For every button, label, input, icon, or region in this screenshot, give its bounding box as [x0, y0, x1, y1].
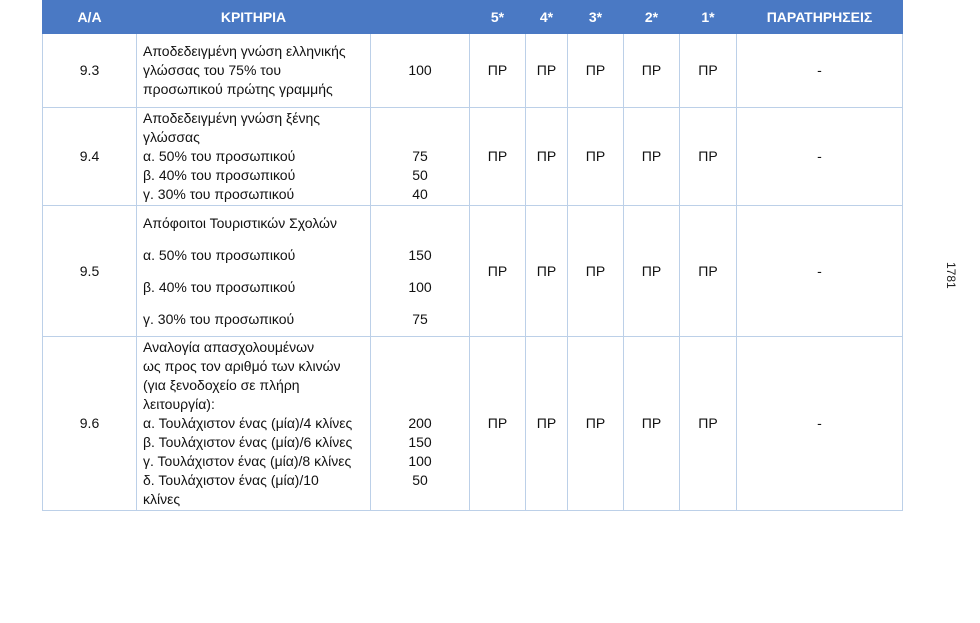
points-cell — [371, 206, 470, 337]
row-number: 9.6 — [43, 337, 137, 511]
header-points — [371, 0, 470, 34]
remarks-cell: - — [737, 337, 903, 511]
points-value: 75 — [412, 310, 428, 327]
page-number: 1781 — [944, 262, 958, 289]
header-criteria: ΚΡΙΤΗΡΙΑ — [137, 0, 371, 34]
rating-4-star: ΠΡ — [526, 206, 568, 337]
rating-1-star: ΠΡ — [680, 337, 737, 511]
criteria-line: α. 50% του προσωπικού — [143, 148, 296, 164]
rating-1-star: ΠΡ — [680, 108, 737, 206]
criteria-line: λειτουργία): — [143, 396, 215, 412]
rating-2-star: ΠΡ — [624, 108, 680, 206]
table-row — [43, 206, 903, 337]
points-value: 100 — [408, 62, 432, 78]
header-remarks: ΠΑΡΑΤΗΡΗΣΕΙΣ — [737, 0, 903, 34]
criteria-table — [42, 0, 903, 511]
header-5-star: 5* — [470, 0, 526, 34]
criteria-cell — [137, 34, 371, 108]
rating-5-star: ΠΡ — [470, 108, 526, 206]
criteria-line: α. 50% του προσωπικού — [143, 246, 296, 263]
header-4-star: 4* — [526, 0, 568, 34]
rating-3-star: ΠΡ — [568, 206, 624, 337]
criteria-line: δ. Τουλάχιστον ένας (μία)/10 — [143, 472, 319, 488]
points-value: 150 — [408, 434, 432, 450]
table-row — [43, 34, 903, 108]
points-value: 150 — [408, 246, 432, 263]
rating-5-star: ΠΡ — [470, 337, 526, 511]
row-number: 9.3 — [43, 34, 137, 108]
rating-4-star: ΠΡ — [526, 34, 568, 108]
criteria-line: προσωπικού πρώτης γραμμής — [143, 81, 333, 97]
rating-1-star: ΠΡ — [680, 34, 737, 108]
criteria-line: γλώσσας του 75% του — [143, 62, 282, 78]
header-aa: Α/Α — [43, 0, 137, 34]
criteria-line: β. Τουλάχιστον ένας (μία)/6 κλίνες — [143, 434, 353, 450]
criteria-line: α. Τουλάχιστον ένας (μία)/4 κλίνες — [143, 415, 353, 431]
header-3-star: 3* — [568, 0, 624, 34]
remarks-cell: - — [737, 34, 903, 108]
criteria-line: β. 40% του προσωπικού — [143, 278, 296, 295]
criteria-line: ως προς τον αριθμό των κλινών — [143, 358, 341, 374]
criteria-line: Αποδεδειγμένη γνώση ξένης — [143, 110, 321, 126]
points-value: 50 — [412, 167, 428, 183]
criteria-cell — [137, 337, 371, 511]
points-value: 75 — [412, 148, 428, 164]
criteria-line: Αποδεδειγμένη γνώση ελληνικής — [143, 43, 346, 59]
rating-2-star: ΠΡ — [624, 206, 680, 337]
points-value: 50 — [412, 472, 428, 488]
rating-3-star: ΠΡ — [568, 337, 624, 511]
rating-3-star: ΠΡ — [568, 34, 624, 108]
rating-4-star: ΠΡ — [526, 108, 568, 206]
criteria-line: γ. 30% του προσωπικού — [143, 310, 295, 327]
points-value: 100 — [408, 278, 432, 295]
header-row — [43, 0, 903, 34]
criteria-line: Αναλογία απασχολουμένων — [143, 339, 315, 355]
points-value: 40 — [412, 186, 428, 202]
criteria-line: γ. Τουλάχιστον ένας (μία)/8 κλίνες — [143, 453, 352, 469]
rating-3-star: ΠΡ — [568, 108, 624, 206]
points-cell — [371, 337, 470, 511]
header-2-star: 2* — [624, 0, 680, 34]
points-cell — [371, 108, 470, 206]
remarks-cell: - — [737, 108, 903, 206]
row-number: 9.4 — [43, 108, 137, 206]
table-row — [43, 337, 903, 511]
rating-2-star: ΠΡ — [624, 337, 680, 511]
remarks-cell: - — [737, 206, 903, 337]
criteria-line: γ. 30% του προσωπικού — [143, 186, 295, 202]
rating-5-star: ΠΡ — [470, 206, 526, 337]
criteria-line: κλίνες — [143, 491, 181, 507]
points-value: 100 — [408, 453, 432, 469]
points-value: 200 — [408, 415, 432, 431]
header-1-star: 1* — [680, 0, 737, 34]
criteria-line: γλώσσας — [143, 129, 200, 145]
table-row — [43, 108, 903, 206]
criteria-cell — [137, 108, 371, 206]
points-cell — [371, 34, 470, 108]
criteria-line: Απόφοιτοι Τουριστικών Σχολών — [143, 214, 337, 231]
rating-2-star: ΠΡ — [624, 34, 680, 108]
rating-4-star: ΠΡ — [526, 337, 568, 511]
rating-5-star: ΠΡ — [470, 34, 526, 108]
row-number: 9.5 — [43, 206, 137, 337]
rating-1-star: ΠΡ — [680, 206, 737, 337]
criteria-cell — [137, 206, 371, 337]
criteria-line: (για ξενοδοχείο σε πλήρη — [143, 377, 300, 393]
criteria-line: β. 40% του προσωπικού — [143, 167, 296, 183]
